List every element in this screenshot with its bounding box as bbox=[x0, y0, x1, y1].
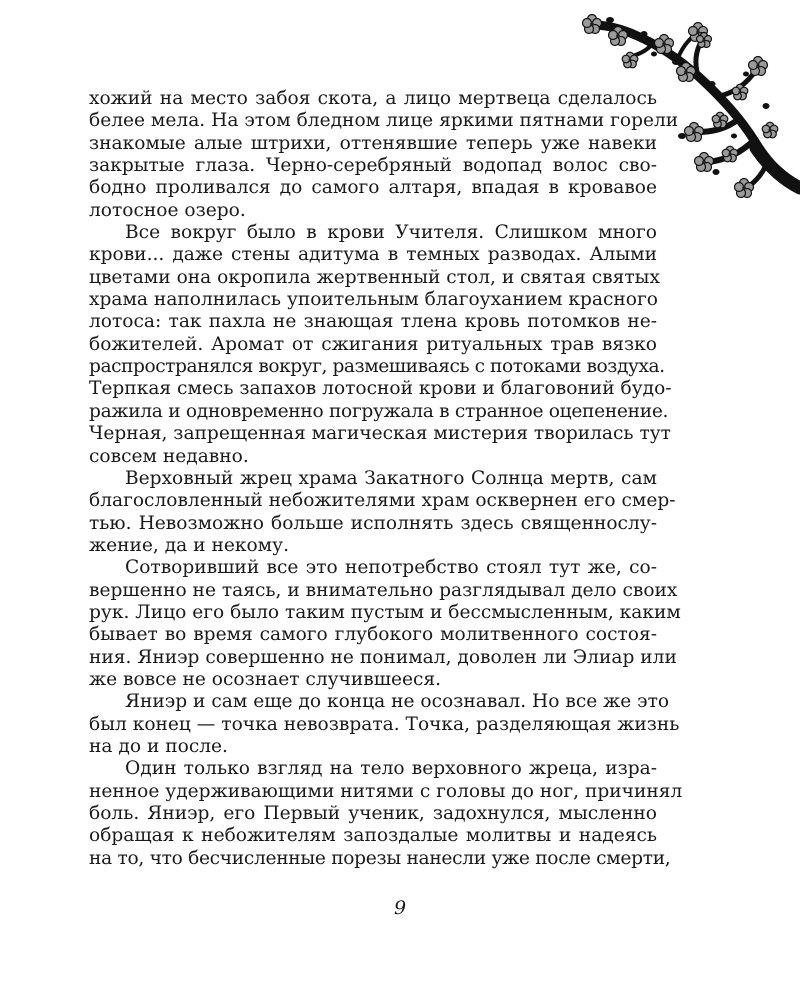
text-line: Яниэр и сам еще до конца не осознавал. Но все же это bbox=[125, 691, 670, 713]
text-line: ражила и одновременно погружала в странное оцепенение. bbox=[89, 400, 669, 422]
text-line: хожий на место забоя скота, а лицо мертвеца сделалось bbox=[89, 88, 657, 109]
text-line: белее мела. На этом бледном лице яркими пятнами горели bbox=[89, 110, 679, 132]
text-line: был конец — точка невозврата. Точка, разделяющая жизнь bbox=[89, 713, 680, 735]
text-line: Черная, запрещенная магическая мистерия творилась тут bbox=[89, 423, 671, 445]
text-line: обращая к небожителям запоздалые молитвы и надеясь bbox=[89, 825, 657, 847]
text-line: Сотворивший все это непотребство стоял тут же, со- bbox=[125, 557, 657, 579]
text-line: бодно проливался до самого алтаря, впадая в кровавое bbox=[89, 177, 657, 199]
paragraph bbox=[89, 557, 681, 691]
text-line: распространялся вокруг, размешиваясь с потоками воздуха. bbox=[89, 356, 665, 378]
paragraph bbox=[89, 88, 679, 222]
text-line: ния. Яниэр совершенно не понимал, доволен ли Элиар или bbox=[89, 646, 677, 668]
text-line: Все вокруг было в крови Учителя. Слишком много bbox=[125, 222, 657, 244]
text-line: вершенно не таясь, и внимательно разглядывал дело своих bbox=[89, 579, 678, 601]
text-line: закрытые глаза. Черно-серебряный водопад волос сво- bbox=[89, 155, 657, 177]
text-line: совсем недавно. bbox=[89, 445, 249, 467]
text-line: на то, что бесчисленные порезы нанесли уже после смерти, bbox=[89, 847, 671, 869]
page-number: 9 bbox=[393, 897, 407, 919]
text-line: цветами она окропила жертвенный стол, и святая святых bbox=[89, 266, 660, 288]
paragraph bbox=[89, 758, 683, 870]
text-line: рук. Лицо его было таким пустым и бессмысленным, каким bbox=[89, 601, 681, 623]
body-text bbox=[89, 88, 683, 870]
paragraph bbox=[89, 691, 680, 758]
paragraph bbox=[89, 222, 672, 468]
text-line: лотосное озеро. bbox=[89, 199, 246, 221]
text-line: храма наполнилась упоительным благоуханием красного bbox=[89, 289, 658, 311]
text-line: же вовсе не осознает случившееся. bbox=[89, 668, 442, 690]
text-line: Верховный жрец храма Закатного Солнца мертв, сам bbox=[125, 467, 657, 489]
text-line: боль. Яниэр, его Первый ученик, задохнулся, мысленно bbox=[89, 803, 657, 824]
paragraph bbox=[89, 467, 676, 557]
text-line: на до и после. bbox=[89, 735, 228, 757]
text-line: бывает во время самого глубокого молитвенного состоя- bbox=[89, 624, 657, 646]
text-line: тью. Невозможно больше исполнять здесь священнослу- bbox=[89, 512, 657, 534]
text-line: крови... даже стены адитума в темных разводах. Алыми bbox=[89, 244, 657, 266]
text-line: благословленный небожителями храм осквернен его смер- bbox=[89, 490, 676, 512]
text-line: Терпкая смесь запахов лотосной крови и благовоний будо- bbox=[89, 378, 672, 400]
text-line: знакомые алые штрихи, оттенявшие теперь уже навеки bbox=[89, 132, 657, 154]
text-line: лотоса: так пахла не знающая тлена кровь потомков не- bbox=[89, 311, 657, 333]
text-line: жение, да и некому. bbox=[89, 534, 289, 556]
text-line: божителей. Аромат от сжигания ритуальных трав вязко bbox=[89, 333, 657, 355]
text-line: Один только взгляд на тело верховного жреца, изра- bbox=[125, 758, 657, 780]
text-line: ненное удерживающими нитями с головы до ног, причинял bbox=[89, 780, 683, 802]
